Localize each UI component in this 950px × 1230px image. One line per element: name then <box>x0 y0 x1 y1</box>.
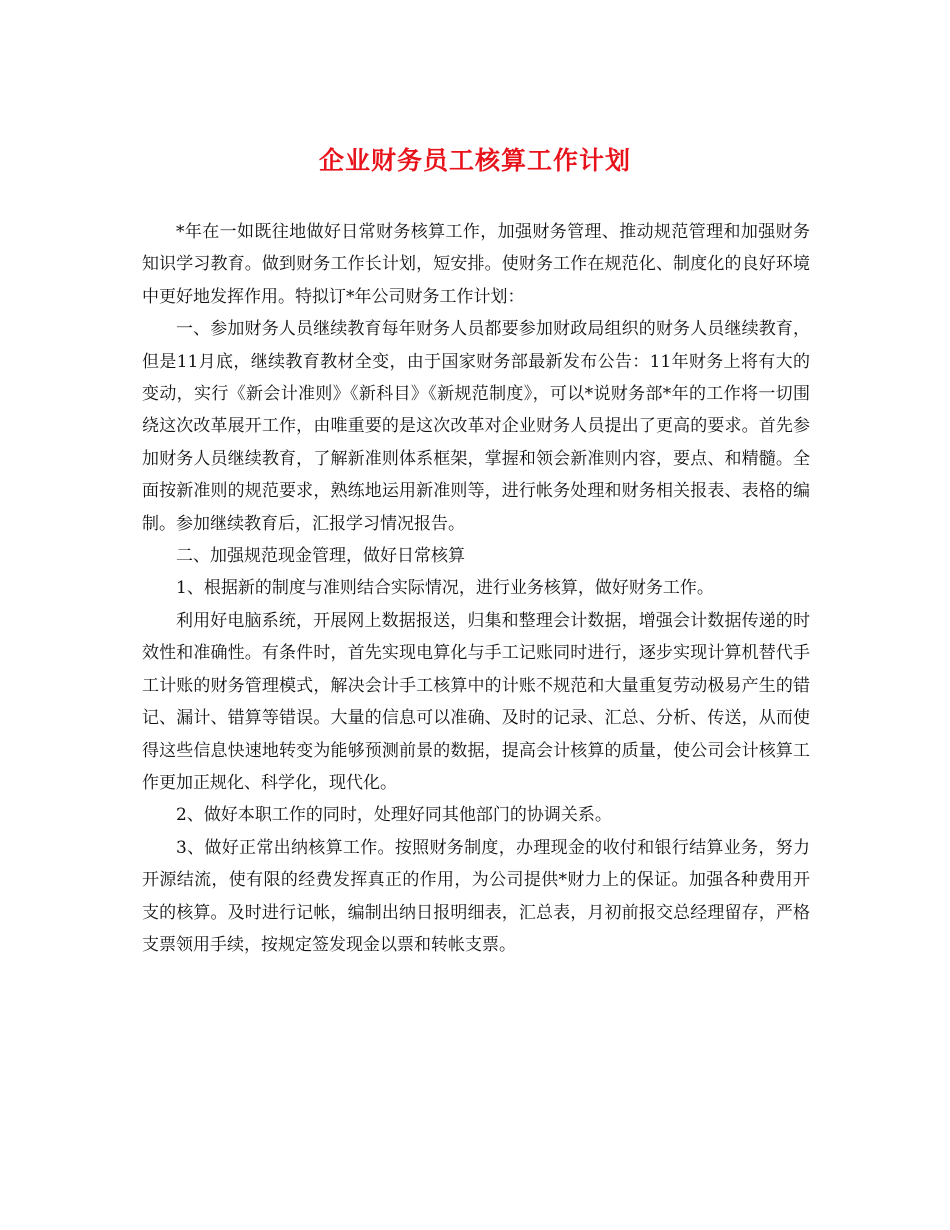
paragraph-section-2-heading: 二、加强规范现金管理，做好日常核算 <box>176 546 465 567</box>
paragraph-item-1: 1、根据新的制度与准则结合实际情况，进行业务核算，做好财务工作。 <box>176 578 714 599</box>
paragraph-intro: *年在一如既往地做好日常财务核算工作，加强财务管理、推动规范管理和加强财务知识学习教育。做到财务工作长计划，短安排。使财务工作在规范化、制度化的良好环境中更好地发挥作用。特拟订*年公司财务工作计划： <box>142 222 810 307</box>
document-body <box>142 216 810 961</box>
document-title: 企业财务员工核算工作计划 <box>318 146 631 175</box>
paragraph-item-3: 3、做好正常出纳核算工作。按照财务制度，办理现金的收付和银行结算业务，努力开源结流，使有限的经费发挥真正的作用，为公司提供*财力上的保证。加强各种费用开支的核算。及时进行记帐，编制出纳日报明细表，汇总表，月初前报交总经理留存，严格支票领用手续，按规定签发现金以票和转帐支票。 <box>142 837 810 955</box>
paragraph-computer-system: 利用好电脑系统，开展网上数据报送，归集和整理会计数据，增强会计数据传递的时效性和准确性。有条件时，首先实现电算化与手工记账同时进行，逐步实现计算机替代手工计账的财务管理模式，解决会计手工核算中的计账不规范和大量重复劳动极易产生的错记、漏计、错算等错误。大量的信息可以准确、及时的记录、汇总、分析、传送，从而使得这些信息快速地转变为能够预测前景的数据，提高会计核算的质量，使公司会计核算工作更加正规化、科学化，现代化。 <box>142 610 810 793</box>
paragraph-section-1: 一、参加财务人员继续教育每年财务人员都要参加财政局组织的财务人员继续教育，但是11月底，继续教育教材全变，由于国家财务部最新发布公告：11年财务上将有大的变动，实行《新会计准则》《新科目》《新规范制度》，可以*说财务部*年的工作将一切围绕这次改革展开工作，由唯重要的是这次改革对企业财务人员提出了更高的要求。首先参加财务人员继续教育，了解新准则体系框架，掌握和领会新准则内容，要点、和精髓。全面按新准则的规范要求，熟练地运用新准则等，进行帐务处理和财务相关报表、表格的编制。参加继续教育后，汇报学习情况报告。 <box>142 319 810 534</box>
paragraph-item-2: 2、做好本职工作的同时，处理好同其他部门的协调关系。 <box>176 805 612 826</box>
